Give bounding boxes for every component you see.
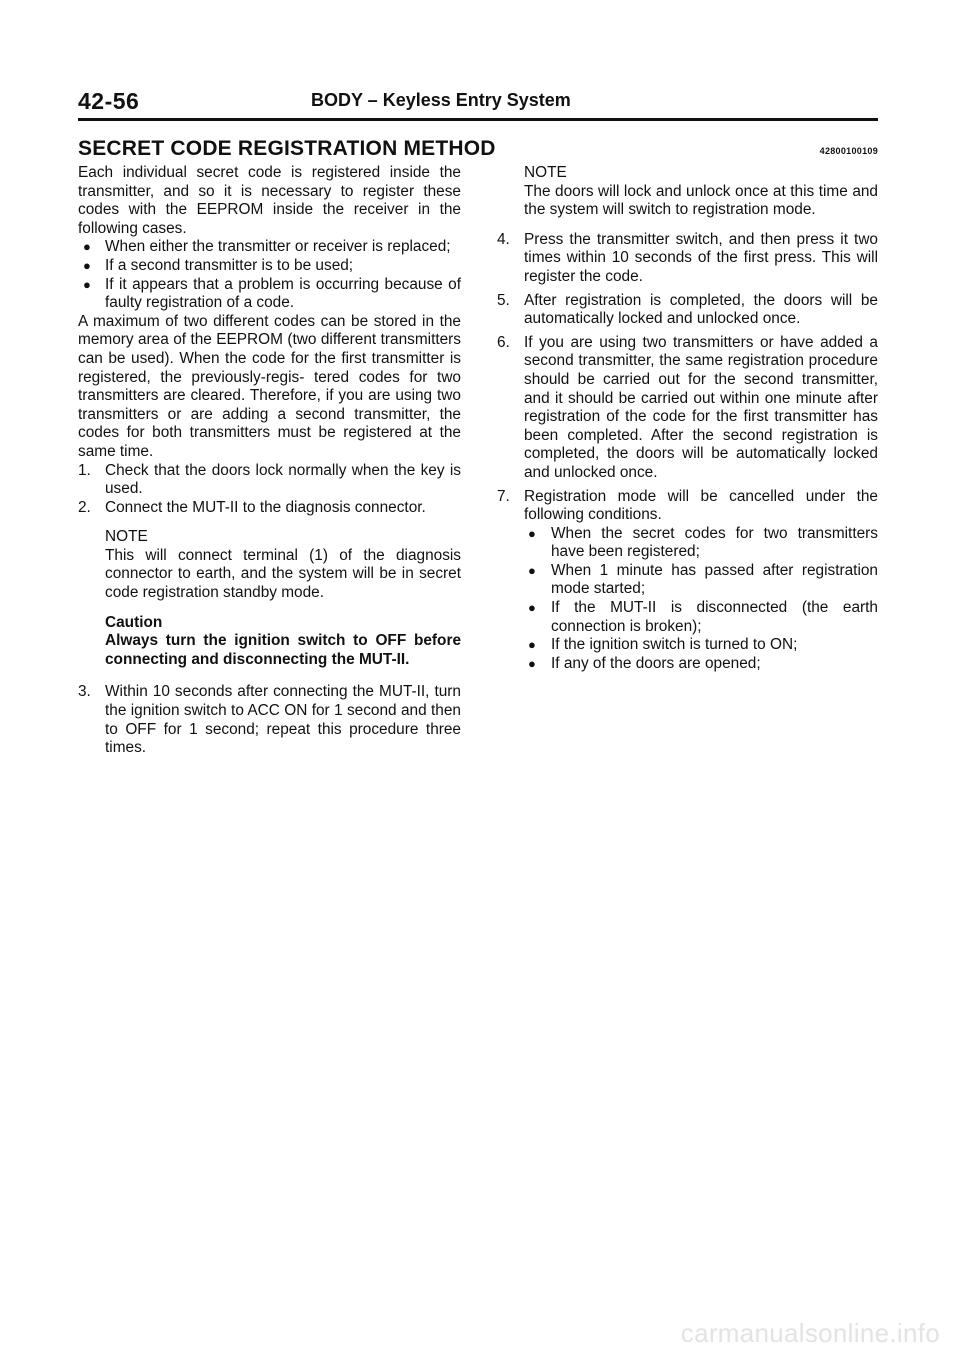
bullet-icon: ● <box>83 276 91 292</box>
step-text: Registration mode will be cancelled under the following conditions. <box>524 487 878 524</box>
step-item <box>78 499 461 518</box>
page-number: 42-56 <box>78 88 140 114</box>
case-text: If a second transmitter is to be used; <box>105 256 354 274</box>
step-item <box>497 292 878 329</box>
right-column <box>497 164 878 673</box>
step-text: After registration is completed, the doors will be automatically locked and unlocked once. <box>524 291 878 328</box>
caution-block <box>78 614 461 670</box>
eeprom-paragraph: A maximum of two different codes can be stored in the memory area of the EEPROM (two different transmitters can be used). When the code for the first transmitter is registered, the previously-regis- tered codes for two transmitters are cleared. Therefore, if you are using two transmitters or are adding a second transmitter, the codes for both transmitters must be registered at the same time. <box>78 312 461 460</box>
bullet-icon: ● <box>528 655 536 671</box>
condition-text: If the ignition switch is turned to ON; <box>551 636 798 654</box>
bullet-icon: ● <box>83 257 91 273</box>
step-text: Check that the doors lock normally when the key is used. <box>105 461 461 498</box>
case-item <box>78 276 461 313</box>
step-text: Connect the MUT-II to the diagnosis connector. <box>105 498 426 516</box>
step-number: 2. <box>78 498 91 516</box>
condition-item <box>497 562 878 599</box>
note-text: The doors will lock and unlock once at this time and the system will switch to registration mode. <box>524 182 878 219</box>
header-rule <box>78 118 878 121</box>
condition-item <box>497 636 878 655</box>
step-number: 3. <box>78 683 91 701</box>
note-label: NOTE <box>105 528 148 546</box>
intro-paragraph: Each individual secret code is registered inside the transmitter, and so it is necessary to register these codes with the EEPROM inside the receiver in the following cases. <box>78 164 461 237</box>
step-number: 5. <box>497 291 510 309</box>
left-column <box>78 164 461 758</box>
step-item <box>497 334 878 483</box>
step-text: Within 10 seconds after connecting the MUT-II, turn the ignition switch to ACC ON for 1 second and then to OFF for 1 second; repeat this procedure three times. <box>105 683 461 757</box>
case-item <box>78 257 461 276</box>
step-number: 4. <box>497 230 510 248</box>
step-item <box>78 683 461 757</box>
step-number: 1. <box>78 461 91 479</box>
condition-text: When the secret codes for two transmitters have been registered; <box>551 524 878 561</box>
condition-item <box>497 599 878 636</box>
condition-text: If the MUT-II is disconnected (the earth connection is broken); <box>551 599 878 635</box>
bullet-icon: ● <box>83 239 91 255</box>
condition-text: When 1 minute has passed after registration mode started; <box>551 561 878 598</box>
note-text: This will connect terminal (1) of the diagnosis connector to earth, and the system will be in secret code registration standby mode. <box>105 546 461 602</box>
note-block <box>78 528 461 602</box>
step-text: If you are using two transmitters or have added a second transmitter, the same registration procedure should be carried out for the second transmitter, and it should be carried out within one minute after registration of the code for the first transmitter has been completed. After the second registration is completed, the doors will be automatically locked and unlocked once. <box>524 333 878 481</box>
condition-item <box>497 525 878 562</box>
condition-item <box>497 655 878 674</box>
step-number: 6. <box>497 333 510 351</box>
note-block <box>497 164 878 220</box>
case-text: If it appears that a problem is occurring because of faulty registration of a code. <box>105 275 461 312</box>
page-header <box>78 88 878 120</box>
caution-text: Always turn the ignition switch to OFF before connecting and disconnecting the MUT-II. <box>105 632 461 668</box>
section-title: SECRET CODE REGISTRATION METHOD <box>78 137 496 160</box>
caution-label: Caution <box>105 613 163 631</box>
bullet-icon: ● <box>528 562 536 578</box>
watermark: carmanualsonline.info <box>680 1318 940 1348</box>
bullet-icon: ● <box>528 600 536 616</box>
case-text: When either the transmitter or receiver is replaced; <box>105 238 451 256</box>
header-title: BODY – Keyless Entry System <box>311 90 571 110</box>
step-number: 7. <box>497 487 510 505</box>
step-text: Press the transmitter switch, and then press it two times within 10 seconds of the first press. This will register the code. <box>524 230 878 285</box>
step-item <box>497 488 878 525</box>
section-code: 42800100109 <box>819 146 878 156</box>
step-item <box>497 231 878 287</box>
bullet-icon: ● <box>528 637 536 653</box>
step-item <box>78 462 461 499</box>
case-item <box>78 238 461 257</box>
note-label: NOTE <box>524 164 567 181</box>
bullet-icon: ● <box>528 525 536 541</box>
condition-text: If any of the doors are opened; <box>551 654 761 672</box>
